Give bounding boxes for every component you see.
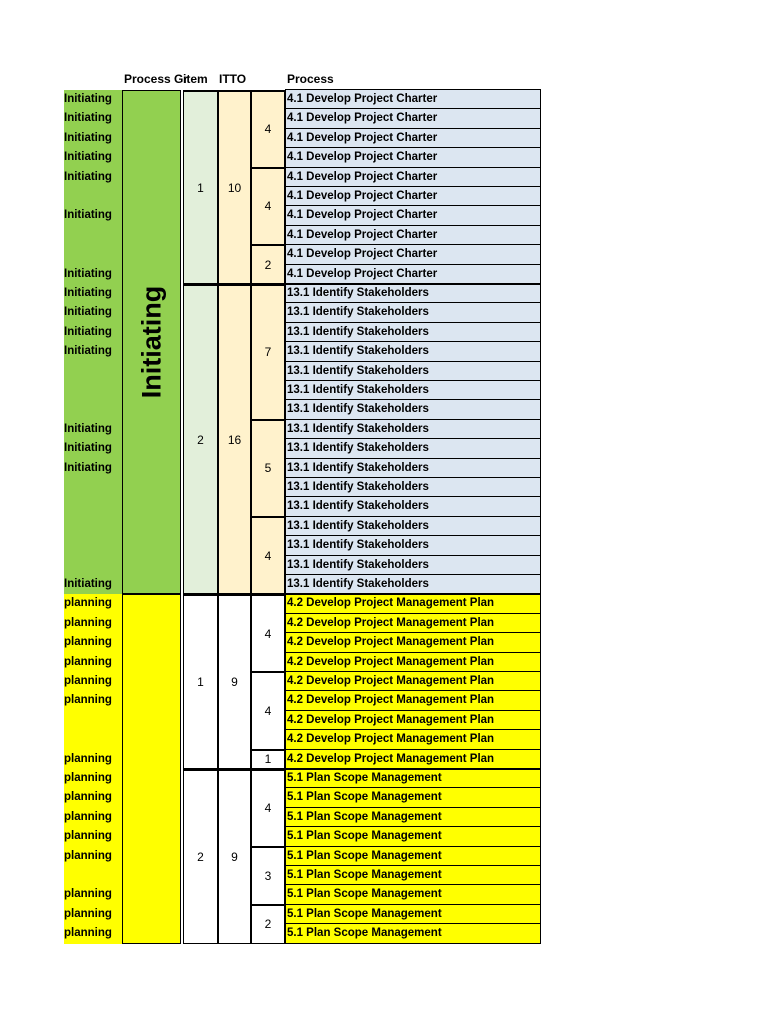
header-itto: ITTO [219,72,247,86]
process-row[interactable]: 5.1 Plan Scope Management [285,808,541,827]
process-row[interactable]: 5.1 Plan Scope Management [285,847,541,866]
sub-count-cell: 4 [251,769,285,847]
side-group-label: Initiating [64,93,112,105]
side-group-label: planning [64,694,112,707]
side-group-label: planning [64,888,112,901]
sub-count-cell: 4 [251,168,285,246]
side-group-label: Initiating [64,345,112,358]
itto-cell: 10 [218,90,251,284]
side-group-label: planning [64,907,112,920]
side-group-label: Initiating [64,306,112,319]
side-group-label: Initiating [64,267,112,280]
side-group-label: planning [64,655,112,668]
process-row[interactable]: 4.1 Develop Project Charter [285,226,541,245]
sub-count-cell: 3 [251,847,285,905]
process-row[interactable]: 4.1 Develop Project Charter [285,245,541,264]
row-separator [183,593,541,595]
process-row[interactable]: 4.1 Develop Project Charter [285,90,541,109]
sub-count-cell: 7 [251,284,285,420]
side-group-label: Initiating [64,325,112,338]
sub-count-cell: 4 [251,90,285,168]
side-group-label: Initiating [64,209,112,222]
side-group-label: planning [64,810,112,823]
process-row[interactable]: 4.2 Develop Project Management Plan [285,614,541,633]
process-row[interactable]: 5.1 Plan Scope Management [285,885,541,904]
side-group-label: Initiating [64,112,112,125]
side-group-label: Initiating [64,170,112,183]
process-row[interactable]: 13.1 Identify Stakeholders [285,575,541,594]
process-row[interactable]: 4.1 Develop Project Charter [285,168,541,187]
process-row[interactable]: 4.2 Develop Project Management Plan [285,653,541,672]
process-row[interactable]: 5.1 Plan Scope Management [285,788,541,807]
row-separator [183,283,541,285]
process-row[interactable]: 4.1 Develop Project Charter [285,109,541,128]
row-separator [183,768,541,770]
group-block-initiating [122,90,181,594]
header-process-group: Process Gr [124,72,189,86]
process-row[interactable]: 13.1 Identify Stakeholders [285,517,541,536]
process-row[interactable]: 4.1 Develop Project Charter [285,187,541,206]
process-row[interactable]: 13.1 Identify Stakeholders [285,478,541,497]
process-row[interactable]: 4.2 Develop Project Management Plan [285,691,541,710]
side-group-label: planning [64,636,112,649]
process-row[interactable]: 4.1 Develop Project Charter [285,265,541,284]
group-vertical-label: Initiating [136,285,166,399]
side-group-label: Initiating [64,131,112,144]
side-group-label: planning [64,597,112,610]
process-row[interactable]: 4.2 Develop Project Management Plan [285,633,541,652]
item-cell: 1 [183,594,218,769]
process-row[interactable]: 4.1 Develop Project Charter [285,206,541,225]
process-row[interactable]: 13.1 Identify Stakeholders [285,439,541,458]
sub-count-cell: 4 [251,517,285,595]
process-row[interactable]: 13.1 Identify Stakeholders [285,536,541,555]
process-row[interactable]: 4.2 Develop Project Management Plan [285,672,541,691]
item-cell: 2 [183,284,218,594]
process-row[interactable]: 13.1 Identify Stakeholders [285,400,541,419]
sub-count-cell: 4 [251,594,285,672]
side-group-label: planning [64,772,112,784]
group-block-planning [122,594,181,943]
item-cell: 2 [183,769,218,944]
process-row[interactable]: 13.1 Identify Stakeholders [285,342,541,361]
itto-cell: 9 [218,769,251,944]
itto-cell: 16 [218,284,251,594]
side-group-label: planning [64,616,112,629]
process-row[interactable]: 5.1 Plan Scope Management [285,769,541,788]
process-row[interactable]: 13.1 Identify Stakeholders [285,420,541,439]
side-group-label: Initiating [64,287,112,299]
side-group-label: planning [64,675,112,687]
side-group-label: Initiating [64,461,112,474]
process-row[interactable]: 13.1 Identify Stakeholders [285,497,541,516]
process-row[interactable]: 13.1 Identify Stakeholders [285,362,541,381]
header-process: Process [287,72,334,86]
process-row[interactable]: 5.1 Plan Scope Management [285,827,541,846]
sub-count-cell: 1 [251,750,285,769]
header-item: item [183,72,208,86]
process-row[interactable]: 4.2 Develop Project Management Plan [285,750,541,769]
side-group-label: planning [64,791,112,804]
side-group-label: Initiating [64,151,112,164]
process-row[interactable]: 13.1 Identify Stakeholders [285,556,541,575]
process-row[interactable]: 13.1 Identify Stakeholders [285,284,541,303]
side-group-label: Initiating [64,442,112,455]
side-group-label: planning [64,849,112,862]
process-row[interactable]: 4.2 Develop Project Management Plan [285,594,541,613]
process-row[interactable]: 13.1 Identify Stakeholders [285,459,541,478]
process-row[interactable]: 4.1 Develop Project Charter [285,129,541,148]
process-row[interactable]: 4.2 Develop Project Management Plan [285,711,541,730]
process-row[interactable]: 13.1 Identify Stakeholders [285,323,541,342]
process-row[interactable]: 4.1 Develop Project Charter [285,148,541,167]
side-group-label: Initiating [64,578,112,590]
process-row[interactable]: 13.1 Identify Stakeholders [285,303,541,322]
side-group-label: Initiating [64,422,112,435]
process-row[interactable]: 13.1 Identify Stakeholders [285,381,541,400]
itto-cell: 9 [218,594,251,769]
process-row[interactable]: 4.2 Develop Project Management Plan [285,730,541,749]
process-row[interactable]: 5.1 Plan Scope Management [285,866,541,885]
side-group-label: planning [64,830,112,843]
item-cell: 1 [183,90,218,284]
sub-count-cell: 4 [251,672,285,750]
sub-count-cell: 5 [251,420,285,517]
process-row[interactable]: 5.1 Plan Scope Management [285,924,541,943]
side-group-label: planning [64,927,112,940]
sub-count-cell: 2 [251,245,285,284]
side-group-label: planning [64,752,112,765]
process-row[interactable]: 5.1 Plan Scope Management [285,905,541,924]
sub-count-cell: 2 [251,905,285,944]
